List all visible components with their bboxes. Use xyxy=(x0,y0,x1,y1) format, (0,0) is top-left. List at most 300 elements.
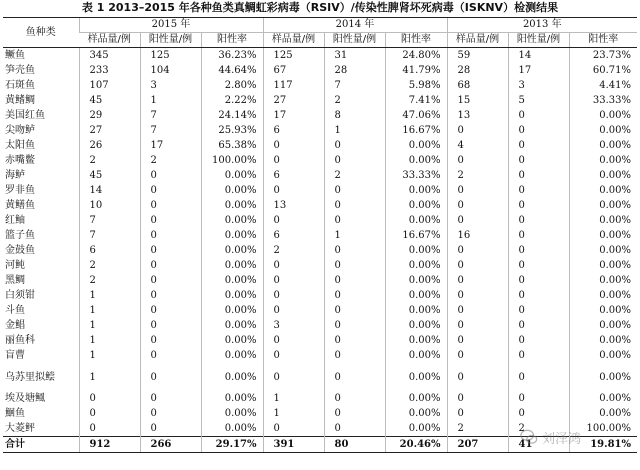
sample-count-header: 样品量/例 xyxy=(447,33,508,48)
sample-count-cell: 10 xyxy=(79,198,140,213)
sample-count-cell: 0 xyxy=(447,213,508,228)
positive-rate-header: 阳性率 xyxy=(385,33,447,48)
year-header-2014: 2014 年 xyxy=(263,18,447,33)
positive-count-cell: 0 xyxy=(140,288,201,303)
positive-rate-cell: 0.00% xyxy=(569,213,637,228)
table-row xyxy=(3,348,637,363)
positive-rate-cell: 0.00% xyxy=(201,288,263,303)
positive-rate-cell: 2.80% xyxy=(201,78,263,93)
sample-count-cell: 0 xyxy=(263,421,324,437)
sample-count-cell: 0 xyxy=(263,258,324,273)
positive-count-cell: 0 xyxy=(140,318,201,333)
fish-name-cell: 斗鱼 xyxy=(5,304,25,316)
positive-count-cell: 0 xyxy=(140,213,201,228)
table-row xyxy=(3,258,637,273)
sample-count-cell: 0 xyxy=(447,258,508,273)
sample-count-header: 样品量/例 xyxy=(263,33,324,48)
sample-count-cell: 1 xyxy=(79,363,140,391)
positive-rate-cell: 36.23% xyxy=(201,48,263,64)
sample-count-cell: 45 xyxy=(79,93,140,108)
positive-rate-cell: 0.00% xyxy=(569,183,637,198)
positive-count-cell: 5 xyxy=(508,93,569,108)
positive-count-cell: 0 xyxy=(324,213,385,228)
sample-count-cell: 2 xyxy=(79,258,140,273)
fish-name-cell: 金鼓鱼 xyxy=(5,244,35,256)
positive-count-cell: 31 xyxy=(324,48,385,64)
positive-rate-cell: 0.00% xyxy=(385,421,447,437)
sample-count-cell: 1 xyxy=(79,348,140,363)
sample-count-cell: 17 xyxy=(263,108,324,123)
positive-rate-cell: 100.00% xyxy=(201,153,263,168)
positive-rate-cell: 100.00% xyxy=(569,421,637,437)
positive-count-cell: 0 xyxy=(508,198,569,213)
positive-rate-cell: 0.00% xyxy=(201,318,263,333)
positive-rate-cell: 0.00% xyxy=(201,363,263,391)
table-row xyxy=(3,303,637,318)
positive-rate-cell: 0.00% xyxy=(569,243,637,258)
positive-rate-cell: 16.67% xyxy=(385,228,447,243)
positive-rate-cell: 0.00% xyxy=(385,153,447,168)
sample-count-cell: 7 xyxy=(79,213,140,228)
positive-count-cell: 0 xyxy=(508,406,569,421)
fish-name-cell: 篮子鱼 xyxy=(5,229,35,241)
sample-count-cell: 1 xyxy=(263,391,324,406)
sample-count-cell: 0 xyxy=(263,348,324,363)
sample-count-cell: 0 xyxy=(447,318,508,333)
positive-count-cell: 0 xyxy=(324,138,385,153)
positive-rate-cell: 60.71% xyxy=(569,63,637,78)
positive-rate-cell: 33.33% xyxy=(569,93,637,108)
positive-rate-cell: 0.00% xyxy=(569,258,637,273)
table-row xyxy=(3,228,637,243)
sample-count-cell: 0 xyxy=(79,421,140,437)
positive-rate-cell: 0.00% xyxy=(201,348,263,363)
positive-count-cell: 7 xyxy=(324,78,385,93)
positive-count-cell: 0 xyxy=(324,153,385,168)
table-row xyxy=(3,138,637,153)
sample-count-cell: 0 xyxy=(263,303,324,318)
sample-count-cell: 13 xyxy=(263,198,324,213)
sample-count-cell: 6 xyxy=(263,168,324,183)
sample-count-cell: 27 xyxy=(79,123,140,138)
positive-count-cell: 0 xyxy=(324,363,385,391)
sample-count-cell: 14 xyxy=(79,183,140,198)
positive-count-cell: 0 xyxy=(140,391,201,406)
sample-count-cell: 0 xyxy=(263,288,324,303)
sample-count-cell: 0 xyxy=(263,363,324,391)
positive-count-cell: 0 xyxy=(508,258,569,273)
table-caption: 表 1 2013–2015 年各种鱼类真鲷虹彩病毒（RSIV）/传染性脾肾坏死病毒（ISKNV）检测结果 xyxy=(81,1,559,14)
sample-count-cell: 13 xyxy=(447,108,508,123)
fish-name-cell: 黄鳝鱼 xyxy=(5,199,35,211)
fish-name-cell: 丽鱼科 xyxy=(5,334,35,346)
positive-count-cell: 0 xyxy=(140,363,201,391)
positive-rate-cell: 47.06% xyxy=(385,108,447,123)
fish-name-cell: 美国红鱼 xyxy=(5,109,45,121)
positive-count-cell: 0 xyxy=(508,183,569,198)
table-row xyxy=(3,168,637,183)
sample-count-cell: 6 xyxy=(263,228,324,243)
fish-name-cell: 赤嘴鳖 xyxy=(5,154,35,166)
positive-rate-cell: 0.00% xyxy=(385,406,447,421)
positive-rate-cell: 0.00% xyxy=(569,288,637,303)
positive-count-cell: 0 xyxy=(508,228,569,243)
watermark xyxy=(520,426,638,448)
sample-count-cell: 45 xyxy=(79,168,140,183)
positive-count-cell: 7 xyxy=(140,123,201,138)
fish-name-cell: 太阳鱼 xyxy=(5,139,35,151)
sample-count-cell: 4 xyxy=(447,138,508,153)
positive-count-cell: 17 xyxy=(508,63,569,78)
positive-count-cell: 2 xyxy=(508,421,569,437)
sample-count-header: 样品量/例 xyxy=(79,33,140,48)
sample-count-cell: 1 xyxy=(263,406,324,421)
positive-count-cell: 0 xyxy=(324,421,385,437)
positive-count-cell: 3 xyxy=(140,78,201,93)
positive-count-cell: 0 xyxy=(508,288,569,303)
fish-name-cell: 金鲳 xyxy=(5,319,25,331)
positive-count-cell: 0 xyxy=(324,258,385,273)
table-row xyxy=(3,198,637,213)
sample-count-cell: 391 xyxy=(263,437,324,453)
sample-count-cell: 0 xyxy=(447,303,508,318)
fish-name-cell: 石斑鱼 xyxy=(5,79,35,91)
positive-rate-cell: 0.00% xyxy=(385,138,447,153)
sample-count-cell: 1 xyxy=(79,303,140,318)
sample-count-cell: 1 xyxy=(79,288,140,303)
positive-rate-cell: 0.00% xyxy=(201,391,263,406)
positive-rate-cell: 0.00% xyxy=(385,333,447,348)
positive-rate-cell: 0.00% xyxy=(385,391,447,406)
positive-count-cell: 0 xyxy=(508,213,569,228)
positive-rate-cell: 24.14% xyxy=(201,108,263,123)
positive-rate-cell: 65.38% xyxy=(201,138,263,153)
positive-count-cell: 0 xyxy=(140,406,201,421)
positive-count-cell: 0 xyxy=(140,198,201,213)
positive-rate-cell: 0.00% xyxy=(569,198,637,213)
positive-count-cell: 0 xyxy=(140,183,201,198)
fish-name-cell: 大菱鲆 xyxy=(5,422,35,434)
sample-count-cell: 6 xyxy=(263,123,324,138)
positive-count-cell: 0 xyxy=(508,318,569,333)
positive-count-cell: 0 xyxy=(140,273,201,288)
table-row xyxy=(3,93,637,108)
sample-count-cell: 0 xyxy=(263,273,324,288)
positive-rate-cell: 0.00% xyxy=(201,168,263,183)
positive-count-cell: 0 xyxy=(140,243,201,258)
fish-name-cell: 鳜鱼 xyxy=(5,49,25,61)
year-header-2013: 2013 年 xyxy=(447,18,637,33)
fish-name-cell: 鮰鱼 xyxy=(5,407,25,419)
positive-count-cell: 0 xyxy=(508,243,569,258)
positive-count-cell: 0 xyxy=(324,406,385,421)
positive-count-cell: 8 xyxy=(324,108,385,123)
sample-count-cell: 125 xyxy=(263,48,324,64)
positive-rate-cell: 33.33% xyxy=(385,168,447,183)
sample-count-cell: 28 xyxy=(447,63,508,78)
positive-count-cell: 80 xyxy=(324,437,385,453)
positive-rate-cell: 0.00% xyxy=(201,421,263,437)
positive-rate-cell: 24.80% xyxy=(385,48,447,64)
positive-count-cell: 1 xyxy=(324,123,385,138)
positive-rate-cell: 0.00% xyxy=(385,198,447,213)
positive-rate-cell: 0.00% xyxy=(201,258,263,273)
positive-count-cell: 0 xyxy=(508,391,569,406)
positive-count-cell: 0 xyxy=(508,273,569,288)
sample-count-cell: 0 xyxy=(263,138,324,153)
sample-count-cell: 0 xyxy=(447,153,508,168)
fish-name-cell: 红鲉 xyxy=(5,214,25,226)
table-row xyxy=(3,363,637,391)
positive-rate-cell: 0.00% xyxy=(385,348,447,363)
positive-rate-cell: 0.00% xyxy=(569,406,637,421)
sample-count-cell: 0 xyxy=(263,153,324,168)
positive-rate-header: 阳性率 xyxy=(201,33,263,48)
positive-count-cell: 2 xyxy=(140,153,201,168)
positive-count-header: 阳性量/例 xyxy=(140,33,201,48)
positive-rate-cell: 0.00% xyxy=(201,228,263,243)
positive-rate-cell: 0.00% xyxy=(569,333,637,348)
positive-count-cell: 0 xyxy=(508,303,569,318)
table-body xyxy=(3,48,637,453)
fish-name-cell: 合计 xyxy=(3,437,79,453)
table-row xyxy=(3,318,637,333)
positive-rate-cell: 0.00% xyxy=(201,303,263,318)
positive-count-cell: 0 xyxy=(508,333,569,348)
sample-count-cell: 6 xyxy=(79,243,140,258)
sample-count-cell: 0 xyxy=(447,348,508,363)
positive-rate-cell: 20.46% xyxy=(385,437,447,453)
positive-rate-cell: 0.00% xyxy=(569,123,637,138)
positive-rate-cell: 0.00% xyxy=(569,348,637,363)
positive-count-cell: 2 xyxy=(324,93,385,108)
positive-count-cell: 1 xyxy=(324,228,385,243)
sample-count-cell: 1 xyxy=(79,333,140,348)
positive-rate-cell: 0.00% xyxy=(569,108,637,123)
sample-count-cell: 2 xyxy=(447,421,508,437)
sample-count-cell: 0 xyxy=(447,123,508,138)
fish-name-cell: 海鲈 xyxy=(5,169,25,181)
sample-count-cell: 2 xyxy=(263,243,324,258)
positive-rate-cell: 16.67% xyxy=(385,123,447,138)
sample-count-cell: 117 xyxy=(263,78,324,93)
sample-count-cell: 0 xyxy=(447,363,508,391)
table-row xyxy=(3,78,637,93)
positive-rate-cell: 25.93% xyxy=(201,123,263,138)
positive-rate-cell: 0.00% xyxy=(569,138,637,153)
positive-count-cell: 0 xyxy=(508,348,569,363)
sample-count-cell: 0 xyxy=(447,273,508,288)
positive-rate-cell: 0.00% xyxy=(385,318,447,333)
sample-count-cell: 2 xyxy=(79,153,140,168)
sample-count-cell: 0 xyxy=(79,391,140,406)
year-header-2015: 2015 年 xyxy=(79,18,263,33)
sample-count-cell: 2 xyxy=(447,168,508,183)
positive-count-cell: 0 xyxy=(324,348,385,363)
positive-count-cell: 125 xyxy=(140,48,201,64)
table-row xyxy=(3,123,637,138)
positive-count-cell: 0 xyxy=(508,108,569,123)
positive-rate-cell: 0.00% xyxy=(569,303,637,318)
fish-species-header: 鱼种类 xyxy=(3,18,79,48)
sample-count-cell: 26 xyxy=(79,138,140,153)
sample-count-cell: 16 xyxy=(447,228,508,243)
table-row xyxy=(3,153,637,168)
positive-count-cell: 1 xyxy=(140,93,201,108)
fish-name-cell: 埃及塘鲺 xyxy=(5,392,45,404)
positive-count-cell: 0 xyxy=(324,183,385,198)
positive-rate-cell: 0.00% xyxy=(385,288,447,303)
fish-name-cell: 白须钳 xyxy=(5,289,35,301)
sample-count-cell: 0 xyxy=(447,243,508,258)
fish-name-cell: 笋壳鱼 xyxy=(5,64,35,76)
positive-count-cell: 17 xyxy=(140,138,201,153)
sample-count-cell: 0 xyxy=(447,333,508,348)
positive-rate-cell: 0.00% xyxy=(201,406,263,421)
sample-count-cell: 7 xyxy=(79,228,140,243)
sample-count-cell: 27 xyxy=(263,93,324,108)
positive-count-cell: 3 xyxy=(508,78,569,93)
positive-count-cell: 0 xyxy=(324,243,385,258)
sample-count-cell: 2 xyxy=(79,273,140,288)
sample-count-cell: 0 xyxy=(447,406,508,421)
positive-count-cell: 0 xyxy=(508,168,569,183)
positive-count-cell: 2 xyxy=(324,168,385,183)
positive-rate-cell: 0.00% xyxy=(385,243,447,258)
positive-count-cell: 0 xyxy=(324,303,385,318)
positive-count-cell: 0 xyxy=(140,303,201,318)
positive-count-cell: 0 xyxy=(508,363,569,391)
positive-count-cell: 0 xyxy=(140,421,201,437)
positive-rate-cell: 0.00% xyxy=(201,333,263,348)
sample-count-cell: 3 xyxy=(263,318,324,333)
positive-count-header: 阳性量/例 xyxy=(324,33,385,48)
sample-count-cell: 15 xyxy=(447,93,508,108)
positive-rate-cell: 0.00% xyxy=(385,363,447,391)
sample-count-cell: 233 xyxy=(79,63,140,78)
positive-rate-cell: 2.22% xyxy=(201,93,263,108)
wechat-icon xyxy=(520,428,538,446)
detection-results-table xyxy=(3,17,637,453)
positive-rate-cell: 44.64% xyxy=(201,63,263,78)
positive-count-cell: 0 xyxy=(140,228,201,243)
positive-rate-cell: 0.00% xyxy=(385,183,447,198)
table-row xyxy=(3,391,637,406)
positive-count-cell: 0 xyxy=(324,391,385,406)
positive-count-cell: 0 xyxy=(508,153,569,168)
sample-count-cell: 0 xyxy=(447,198,508,213)
positive-count-cell: 14 xyxy=(508,48,569,64)
table-row xyxy=(3,183,637,198)
fish-name-cell: 罗非鱼 xyxy=(5,184,35,196)
positive-count-cell: 7 xyxy=(140,108,201,123)
positive-count-cell: 266 xyxy=(140,437,201,453)
sample-count-cell: 0 xyxy=(447,288,508,303)
positive-rate-cell: 7.41% xyxy=(385,93,447,108)
table-row xyxy=(3,406,637,421)
sample-count-cell: 0 xyxy=(447,391,508,406)
positive-count-cell: 28 xyxy=(324,63,385,78)
positive-count-cell: 0 xyxy=(140,333,201,348)
sample-count-cell: 67 xyxy=(263,63,324,78)
table-row xyxy=(3,273,637,288)
sample-count-cell: 345 xyxy=(79,48,140,64)
positive-rate-cell: 0.00% xyxy=(569,228,637,243)
positive-count-cell: 0 xyxy=(508,123,569,138)
sample-count-cell: 0 xyxy=(263,213,324,228)
fish-name-cell: 盲曹 xyxy=(5,349,25,361)
positive-rate-cell: 0.00% xyxy=(385,213,447,228)
sample-count-cell: 59 xyxy=(447,48,508,64)
positive-rate-cell: 0.00% xyxy=(569,153,637,168)
sample-count-cell: 68 xyxy=(447,78,508,93)
positive-rate-cell: 0.00% xyxy=(569,273,637,288)
sample-count-cell: 107 xyxy=(79,78,140,93)
positive-count-header: 阳性量/例 xyxy=(508,33,569,48)
sample-count-cell: 0 xyxy=(263,183,324,198)
positive-rate-cell: 0.00% xyxy=(569,391,637,406)
positive-count-cell: 0 xyxy=(140,168,201,183)
table-row xyxy=(3,213,637,228)
positive-rate-cell: 0.00% xyxy=(201,243,263,258)
fish-name-cell: 尖吻鲈 xyxy=(5,124,35,136)
table-row xyxy=(3,333,637,348)
positive-rate-cell: 41.79% xyxy=(385,63,447,78)
positive-rate-cell: 0.00% xyxy=(201,213,263,228)
table-row xyxy=(3,63,637,78)
watermark-text: 刘泽鸿 xyxy=(542,431,582,447)
positive-rate-cell: 0.00% xyxy=(569,363,637,391)
sample-count-cell: 29 xyxy=(79,108,140,123)
table-row xyxy=(3,108,637,123)
fish-name-cell: 黄鳍鲷 xyxy=(5,94,35,106)
sample-count-cell: 0 xyxy=(263,333,324,348)
positive-count-cell: 0 xyxy=(324,333,385,348)
sample-count-cell: 912 xyxy=(79,437,140,453)
header-sub-row xyxy=(3,33,637,48)
header-year-row xyxy=(3,18,637,33)
positive-count-cell: 0 xyxy=(324,288,385,303)
positive-count-cell: 104 xyxy=(140,63,201,78)
sample-count-cell: 1 xyxy=(79,318,140,333)
fish-name-cell: 河鲀 xyxy=(5,259,25,271)
positive-rate-cell: 23.73% xyxy=(569,48,637,64)
positive-rate-cell: 0.00% xyxy=(201,198,263,213)
table-row xyxy=(3,243,637,258)
positive-rate-header: 阳性率 xyxy=(569,33,637,48)
sample-count-cell: 207 xyxy=(447,437,508,453)
positive-rate-cell: 0.00% xyxy=(385,258,447,273)
positive-count-cell: 0 xyxy=(324,198,385,213)
positive-count-cell: 0 xyxy=(508,138,569,153)
positive-rate-cell: 19.81% xyxy=(569,437,637,453)
positive-rate-cell: 0.00% xyxy=(385,303,447,318)
table-row xyxy=(3,48,637,64)
positive-rate-cell: 0.00% xyxy=(201,183,263,198)
sample-count-cell: 0 xyxy=(79,406,140,421)
positive-count-cell: 0 xyxy=(324,318,385,333)
positive-count-cell: 0 xyxy=(140,348,201,363)
positive-rate-cell: 0.00% xyxy=(569,318,637,333)
positive-rate-cell: 4.41% xyxy=(569,78,637,93)
fish-name-cell: 乌苏里拟鲿 xyxy=(5,371,55,383)
table-row xyxy=(3,288,637,303)
positive-count-cell: 41 xyxy=(508,437,569,453)
positive-rate-cell: 0.00% xyxy=(201,273,263,288)
positive-rate-cell: 29.17% xyxy=(201,437,263,453)
positive-rate-cell: 0.00% xyxy=(569,168,637,183)
positive-rate-cell: 0.00% xyxy=(385,273,447,288)
